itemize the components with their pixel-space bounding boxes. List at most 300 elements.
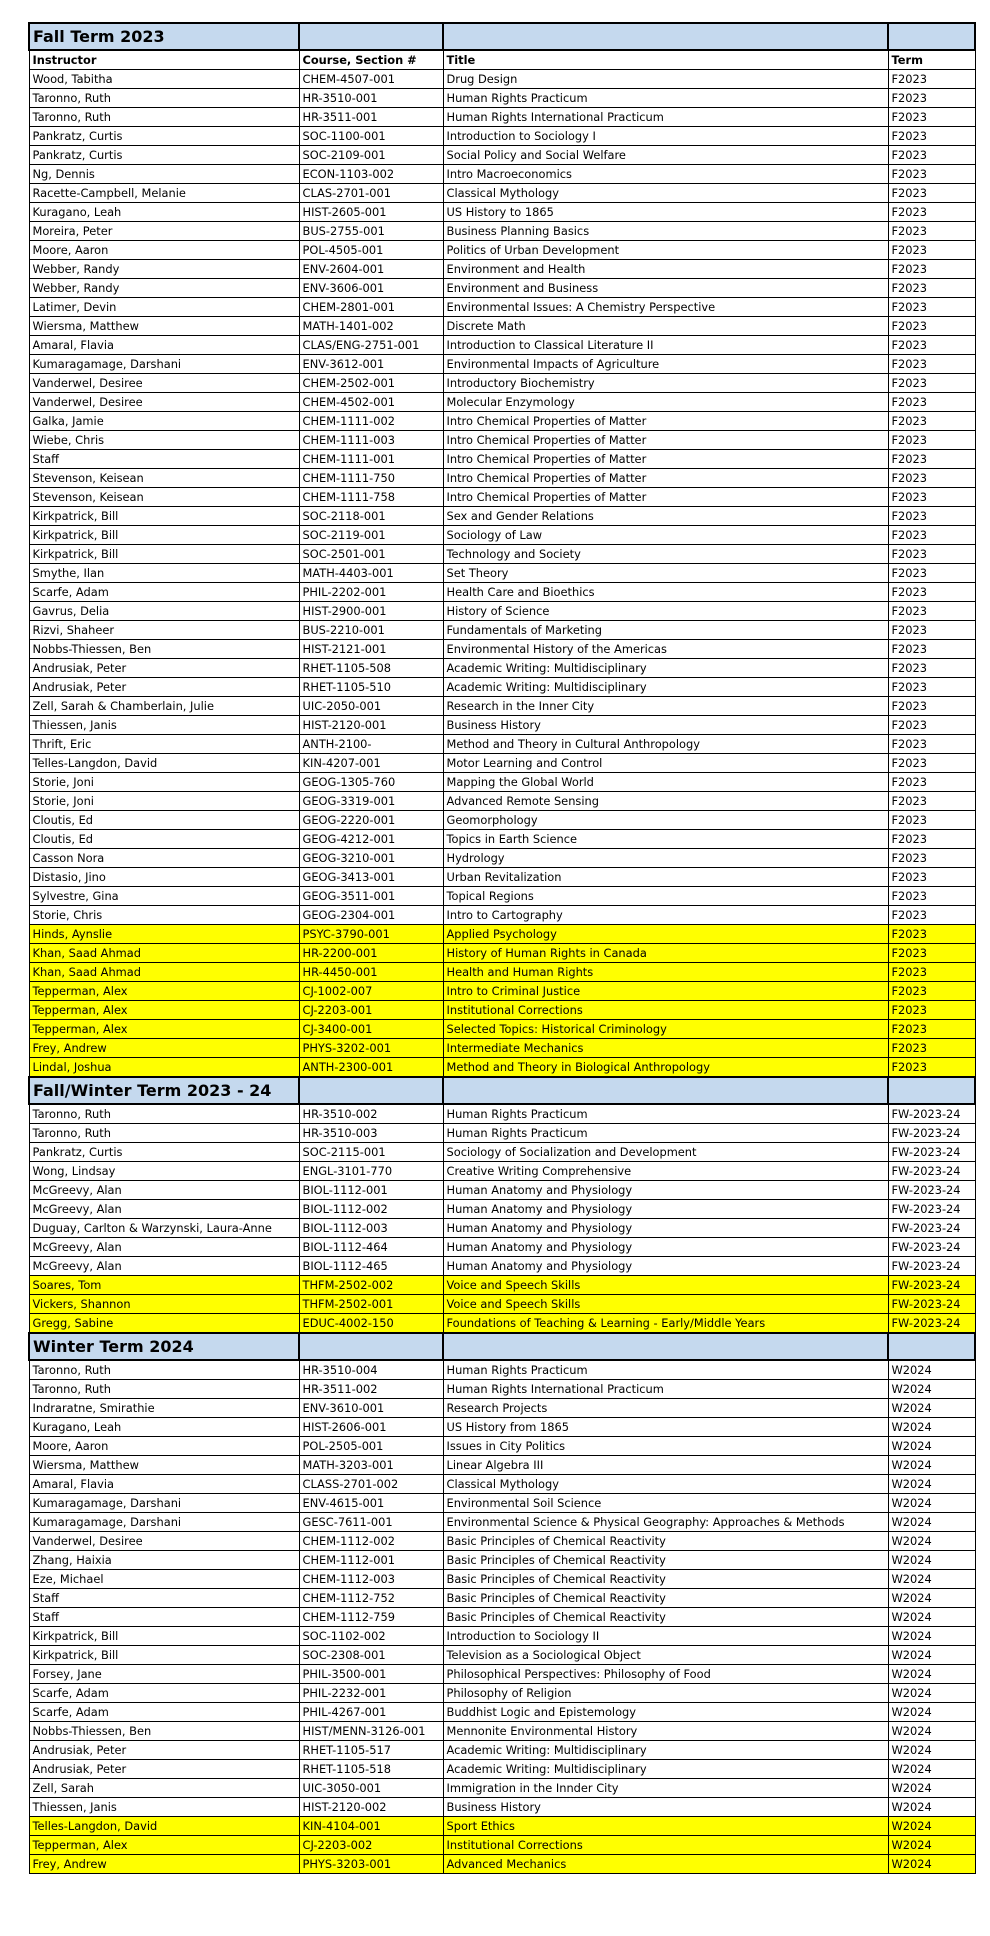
table-row	[29, 583, 975, 602]
course-table	[28, 22, 976, 1874]
course-section-cell: CHEM-1111-750	[299, 469, 443, 488]
course-section-cell: GEOG-3511-001	[299, 887, 443, 906]
title-cell: Human Anatomy and Physiology	[443, 1200, 888, 1219]
title-cell: Topics in Earth Science	[443, 830, 888, 849]
term-cell: F2023	[888, 203, 975, 222]
course-section-cell: HIST-2605-001	[299, 203, 443, 222]
table-row	[29, 1181, 975, 1200]
course-section-cell: CHEM-1112-759	[299, 1608, 443, 1627]
term-cell: W2024	[888, 1836, 975, 1855]
course-section-cell: MATH-1401-002	[299, 317, 443, 336]
term-cell: F2023	[888, 222, 975, 241]
table-row	[29, 374, 975, 393]
title-cell: Classical Mythology	[443, 1475, 888, 1494]
term-cell: F2023	[888, 70, 975, 89]
term-cell: F2023	[888, 887, 975, 906]
term-cell: W2024	[888, 1570, 975, 1589]
instructor-cell: Racette-Campbell, Melanie	[29, 184, 299, 203]
term-cell: W2024	[888, 1855, 975, 1874]
course-section-cell: BUS-2755-001	[299, 222, 443, 241]
table-row	[29, 1437, 975, 1456]
title-cell: Human Rights Practicum	[443, 1104, 888, 1124]
title-cell: Basic Principles of Chemical Reactivity	[443, 1532, 888, 1551]
course-section-cell: MATH-4403-001	[299, 564, 443, 583]
title-cell: Issues in City Politics	[443, 1437, 888, 1456]
instructor-cell: Storie, Joni	[29, 773, 299, 792]
table-row	[29, 1589, 975, 1608]
title-cell: Academic Writing: Multidisciplinary	[443, 678, 888, 697]
course-section-cell: PHIL-4267-001	[299, 1703, 443, 1722]
course-section-cell: HR-4450-001	[299, 963, 443, 982]
table-row	[29, 1399, 975, 1418]
table-row	[29, 1058, 975, 1078]
course-section-cell: ECON-1103-002	[299, 165, 443, 184]
course-section-cell: HR-3510-004	[299, 1360, 443, 1380]
table-row	[29, 564, 975, 583]
instructor-cell: Kuragano, Leah	[29, 203, 299, 222]
title-cell: Human Rights Practicum	[443, 1360, 888, 1380]
term-cell: W2024	[888, 1817, 975, 1836]
title-cell: Advanced Remote Sensing	[443, 792, 888, 811]
title-cell: Basic Principles of Chemical Reactivity	[443, 1570, 888, 1589]
table-row	[29, 602, 975, 621]
course-section-cell: CLAS/ENG-2751-001	[299, 336, 443, 355]
term-cell: W2024	[888, 1646, 975, 1665]
table-row	[29, 1741, 975, 1760]
title-cell: Basic Principles of Chemical Reactivity	[443, 1551, 888, 1570]
term-cell: W2024	[888, 1627, 975, 1646]
term-cell: W2024	[888, 1760, 975, 1779]
course-section-cell: UIC-2050-001	[299, 697, 443, 716]
title-cell: Intro Macroeconomics	[443, 165, 888, 184]
term-cell: F2023	[888, 507, 975, 526]
course-section-cell: CJ-3400-001	[299, 1020, 443, 1039]
title-cell: Intro to Cartography	[443, 906, 888, 925]
title-cell: Selected Topics: Historical Criminology	[443, 1020, 888, 1039]
table-row	[29, 1020, 975, 1039]
table-row	[29, 868, 975, 887]
term-cell: F2023	[888, 1020, 975, 1039]
term-cell: W2024	[888, 1360, 975, 1380]
instructor-cell: Kumaragamage, Darshani	[29, 355, 299, 374]
title-cell: Molecular Enzymology	[443, 393, 888, 412]
table-row	[29, 355, 975, 374]
table-row	[29, 982, 975, 1001]
instructor-cell: Webber, Randy	[29, 260, 299, 279]
table-row	[29, 260, 975, 279]
term-cell: F2023	[888, 165, 975, 184]
course-section-cell: RHET-1105-517	[299, 1741, 443, 1760]
course-section-cell: KIN-4104-001	[299, 1817, 443, 1836]
course-section-cell: BIOL-1112-464	[299, 1238, 443, 1257]
course-section-cell: SOC-2501-001	[299, 545, 443, 564]
course-section-cell: CHEM-1111-758	[299, 488, 443, 507]
table-row	[29, 1722, 975, 1741]
title-cell: Mapping the Global World	[443, 773, 888, 792]
table-row	[29, 469, 975, 488]
section-blank	[299, 1333, 443, 1360]
course-section-cell: BUS-2210-001	[299, 621, 443, 640]
course-section-cell: HIST/MENN-3126-001	[299, 1722, 443, 1741]
course-section-cell: CLAS-2701-001	[299, 184, 443, 203]
term-cell: F2023	[888, 830, 975, 849]
table-row	[29, 1039, 975, 1058]
table-row	[29, 1200, 975, 1219]
table-row	[29, 1219, 975, 1238]
instructor-cell: Kirkpatrick, Bill	[29, 1646, 299, 1665]
table-row	[29, 1608, 975, 1627]
course-section-cell: HIST-2121-001	[299, 640, 443, 659]
instructor-cell: McGreevy, Alan	[29, 1200, 299, 1219]
instructor-cell: Amaral, Flavia	[29, 336, 299, 355]
instructor-cell: Hinds, Aynslie	[29, 925, 299, 944]
instructor-cell: Indraratne, Smirathie	[29, 1399, 299, 1418]
course-section-cell: HR-3510-002	[299, 1104, 443, 1124]
term-cell: F2023	[888, 697, 975, 716]
instructor-cell: Storie, Chris	[29, 906, 299, 925]
term-cell: FW-2023-24	[888, 1276, 975, 1295]
title-cell: Institutional Corrections	[443, 1001, 888, 1020]
course-section-cell: CHEM-2502-001	[299, 374, 443, 393]
title-cell: Business History	[443, 716, 888, 735]
table-row	[29, 1360, 975, 1380]
term-cell: F2023	[888, 184, 975, 203]
term-cell: F2023	[888, 526, 975, 545]
title-cell: Linear Algebra III	[443, 1456, 888, 1475]
column-header-course-section: Course, Section #	[299, 50, 443, 70]
instructor-cell: Staff	[29, 1589, 299, 1608]
instructor-cell: Wiersma, Matthew	[29, 1456, 299, 1475]
course-section-cell: CHEM-2801-001	[299, 298, 443, 317]
table-row	[29, 1836, 975, 1855]
table-row	[29, 1257, 975, 1276]
table-row	[29, 89, 975, 108]
term-cell: F2023	[888, 1058, 975, 1078]
term-cell: W2024	[888, 1741, 975, 1760]
table-row	[29, 1855, 975, 1874]
table-row	[29, 1475, 975, 1494]
table-row	[29, 1684, 975, 1703]
table-row	[29, 735, 975, 754]
term-cell: W2024	[888, 1399, 975, 1418]
title-cell: Human Rights International Practicum	[443, 108, 888, 127]
title-cell: Academic Writing: Multidisciplinary	[443, 1760, 888, 1779]
course-section-cell: PHIL-2202-001	[299, 583, 443, 602]
instructor-cell: Webber, Randy	[29, 279, 299, 298]
instructor-cell: Andrusiak, Peter	[29, 1741, 299, 1760]
course-section-cell: PHIL-3500-001	[299, 1665, 443, 1684]
course-section-cell: UIC-3050-001	[299, 1779, 443, 1798]
title-cell: Intro Chemical Properties of Matter	[443, 431, 888, 450]
instructor-cell: Pankratz, Curtis	[29, 1143, 299, 1162]
table-row	[29, 792, 975, 811]
term-cell: FW-2023-24	[888, 1257, 975, 1276]
title-cell: Health and Human Rights	[443, 963, 888, 982]
instructor-cell: Stevenson, Keisean	[29, 488, 299, 507]
term-cell: F2023	[888, 355, 975, 374]
term-cell: F2023	[888, 393, 975, 412]
term-cell: F2023	[888, 374, 975, 393]
instructor-cell: Wood, Tabitha	[29, 70, 299, 89]
course-section-cell: CHEM-1112-003	[299, 1570, 443, 1589]
term-cell: FW-2023-24	[888, 1219, 975, 1238]
title-cell: Environmental Issues: A Chemistry Perspective	[443, 298, 888, 317]
course-section-cell: THFM-2502-001	[299, 1295, 443, 1314]
section-blank	[888, 23, 975, 50]
course-section-cell: ENV-3612-001	[299, 355, 443, 374]
term-cell: F2023	[888, 260, 975, 279]
column-header-term: Term	[888, 50, 975, 70]
course-section-cell: ENGL-3101-770	[299, 1162, 443, 1181]
course-section-cell: PHIL-2232-001	[299, 1684, 443, 1703]
table-row	[29, 1570, 975, 1589]
instructor-cell: Cloutis, Ed	[29, 830, 299, 849]
course-section-cell: SOC-2118-001	[299, 507, 443, 526]
instructor-cell: Pankratz, Curtis	[29, 127, 299, 146]
course-section-cell: SOC-2109-001	[299, 146, 443, 165]
title-cell: Environmental Soil Science	[443, 1494, 888, 1513]
term-cell: F2023	[888, 298, 975, 317]
course-section-cell: HR-3510-003	[299, 1124, 443, 1143]
course-section-cell: GEOG-3319-001	[299, 792, 443, 811]
term-cell: F2023	[888, 906, 975, 925]
course-section-cell: SOC-1100-001	[299, 127, 443, 146]
table-row	[29, 146, 975, 165]
term-cell: W2024	[888, 1532, 975, 1551]
table-row	[29, 165, 975, 184]
title-cell: Urban Revitalization	[443, 868, 888, 887]
term-cell: F2023	[888, 716, 975, 735]
term-cell: F2023	[888, 1001, 975, 1020]
instructor-cell: Duguay, Carlton & Warzynski, Laura-Anne	[29, 1219, 299, 1238]
instructor-cell: Tepperman, Alex	[29, 1001, 299, 1020]
instructor-cell: Distasio, Jino	[29, 868, 299, 887]
table-row	[29, 640, 975, 659]
term-cell: F2023	[888, 146, 975, 165]
title-cell: Foundations of Teaching & Learning - Early/Middle Years	[443, 1314, 888, 1334]
title-cell: History of Science	[443, 602, 888, 621]
course-section-cell: CJ-2203-002	[299, 1836, 443, 1855]
term-cell: F2023	[888, 868, 975, 887]
title-cell: Method and Theory in Cultural Anthropology	[443, 735, 888, 754]
instructor-cell: Staff	[29, 450, 299, 469]
table-row	[29, 621, 975, 640]
section-blank	[443, 1077, 888, 1104]
table-row	[29, 108, 975, 127]
course-section-cell: KIN-4207-001	[299, 754, 443, 773]
instructor-cell: Gregg, Sabine	[29, 1314, 299, 1334]
title-cell: Institutional Corrections	[443, 1836, 888, 1855]
term-cell: FW-2023-24	[888, 1124, 975, 1143]
table-row	[29, 963, 975, 982]
table-row	[29, 488, 975, 507]
term-cell: W2024	[888, 1494, 975, 1513]
term-cell: FW-2023-24	[888, 1200, 975, 1219]
instructor-cell: McGreevy, Alan	[29, 1257, 299, 1276]
instructor-cell: Wiebe, Chris	[29, 431, 299, 450]
term-cell: W2024	[888, 1475, 975, 1494]
course-section-cell: SOC-2115-001	[299, 1143, 443, 1162]
term-cell: W2024	[888, 1608, 975, 1627]
section-blank	[443, 1333, 888, 1360]
instructor-cell: Taronno, Ruth	[29, 1104, 299, 1124]
title-cell: Basic Principles of Chemical Reactivity	[443, 1608, 888, 1627]
section-title: Winter Term 2024	[29, 1333, 299, 1360]
table-row	[29, 1104, 975, 1124]
course-section-cell: GEOG-3210-001	[299, 849, 443, 868]
course-section-cell: HR-3510-001	[299, 89, 443, 108]
table-row	[29, 830, 975, 849]
title-cell: Introductory Biochemistry	[443, 374, 888, 393]
instructor-cell: Vanderwel, Desiree	[29, 374, 299, 393]
course-table-body	[29, 23, 975, 1874]
course-section-cell: RHET-1105-518	[299, 1760, 443, 1779]
instructor-cell: Scarfe, Adam	[29, 1684, 299, 1703]
course-section-cell: CHEM-1112-002	[299, 1532, 443, 1551]
term-cell: W2024	[888, 1551, 975, 1570]
title-cell: Environmental Science & Physical Geography: Approaches & Methods	[443, 1513, 888, 1532]
term-cell: F2023	[888, 241, 975, 260]
section-blank	[299, 1077, 443, 1104]
table-row	[29, 545, 975, 564]
term-cell: FW-2023-24	[888, 1104, 975, 1124]
instructor-cell: Cloutis, Ed	[29, 811, 299, 830]
instructor-cell: McGreevy, Alan	[29, 1181, 299, 1200]
table-row	[29, 697, 975, 716]
term-cell: FW-2023-24	[888, 1295, 975, 1314]
title-cell: Health Care and Bioethics	[443, 583, 888, 602]
title-cell: Topical Regions	[443, 887, 888, 906]
instructor-cell: Taronno, Ruth	[29, 108, 299, 127]
table-row	[29, 1276, 975, 1295]
course-section-cell: HR-3511-002	[299, 1380, 443, 1399]
table-row	[29, 1817, 975, 1836]
table-row	[29, 811, 975, 830]
term-cell: F2023	[888, 773, 975, 792]
term-cell: W2024	[888, 1665, 975, 1684]
title-cell: US History to 1865	[443, 203, 888, 222]
course-section-cell: ENV-3610-001	[299, 1399, 443, 1418]
instructor-cell: Forsey, Jane	[29, 1665, 299, 1684]
title-cell: Research Projects	[443, 1399, 888, 1418]
term-cell: F2023	[888, 792, 975, 811]
title-cell: Introduction to Sociology I	[443, 127, 888, 146]
course-section-cell: HIST-2900-001	[299, 602, 443, 621]
title-cell: Human Anatomy and Physiology	[443, 1238, 888, 1257]
table-row	[29, 1456, 975, 1475]
instructor-cell: Kirkpatrick, Bill	[29, 507, 299, 526]
course-section-cell: SOC-2119-001	[299, 526, 443, 545]
table-row	[29, 1295, 975, 1314]
term-cell: W2024	[888, 1589, 975, 1608]
title-cell: Immigration in the Innder City	[443, 1779, 888, 1798]
title-cell: Introduction to Sociology II	[443, 1627, 888, 1646]
instructor-cell: Storie, Joni	[29, 792, 299, 811]
instructor-cell: Soares, Tom	[29, 1276, 299, 1295]
title-cell: History of Human Rights in Canada	[443, 944, 888, 963]
term-cell: F2023	[888, 431, 975, 450]
table-row	[29, 716, 975, 735]
instructor-cell: Wong, Lindsay	[29, 1162, 299, 1181]
table-row	[29, 450, 975, 469]
title-cell: Philosophical Perspectives: Philosophy of Food	[443, 1665, 888, 1684]
table-row	[29, 1513, 975, 1532]
title-cell: Intro Chemical Properties of Matter	[443, 469, 888, 488]
table-row	[29, 1418, 975, 1437]
term-cell: F2023	[888, 602, 975, 621]
course-section-cell: GEOG-3413-001	[299, 868, 443, 887]
column-header-row	[29, 50, 975, 70]
instructor-cell: Tepperman, Alex	[29, 1836, 299, 1855]
table-row	[29, 1238, 975, 1257]
instructor-cell: Khan, Saad Ahmad	[29, 944, 299, 963]
table-row	[29, 887, 975, 906]
instructor-cell: Moore, Aaron	[29, 241, 299, 260]
title-cell: Television as a Sociological Object	[443, 1646, 888, 1665]
course-section-cell: POL-2505-001	[299, 1437, 443, 1456]
table-row	[29, 317, 975, 336]
table-row	[29, 1001, 975, 1020]
instructor-cell: Scarfe, Adam	[29, 583, 299, 602]
table-row	[29, 678, 975, 697]
table-row	[29, 1314, 975, 1334]
section-header-row	[29, 1077, 975, 1104]
term-cell: W2024	[888, 1779, 975, 1798]
instructor-cell: Staff	[29, 1608, 299, 1627]
course-section-cell: CHEM-4502-001	[299, 393, 443, 412]
course-section-cell: SOC-1102-002	[299, 1627, 443, 1646]
instructor-cell: Taronno, Ruth	[29, 1360, 299, 1380]
course-section-cell: RHET-1105-508	[299, 659, 443, 678]
instructor-cell: Andrusiak, Peter	[29, 659, 299, 678]
title-cell: Human Rights International Practicum	[443, 1380, 888, 1399]
title-cell: Intro Chemical Properties of Matter	[443, 450, 888, 469]
table-row	[29, 1703, 975, 1722]
title-cell: Discrete Math	[443, 317, 888, 336]
instructor-cell: Kirkpatrick, Bill	[29, 1627, 299, 1646]
title-cell: Sociology of Socialization and Development	[443, 1143, 888, 1162]
table-row	[29, 773, 975, 792]
instructor-cell: Frey, Andrew	[29, 1039, 299, 1058]
table-row	[29, 222, 975, 241]
term-cell: W2024	[888, 1722, 975, 1741]
table-row	[29, 393, 975, 412]
term-cell: FW-2023-24	[888, 1181, 975, 1200]
title-cell: Hydrology	[443, 849, 888, 868]
section-title: Fall Term 2023	[29, 23, 299, 50]
instructor-cell: Tepperman, Alex	[29, 982, 299, 1001]
instructor-cell: Kirkpatrick, Bill	[29, 545, 299, 564]
instructor-cell: Nobbs-Thiessen, Ben	[29, 640, 299, 659]
title-cell: Business History	[443, 1798, 888, 1817]
term-cell: FW-2023-24	[888, 1143, 975, 1162]
table-row	[29, 507, 975, 526]
table-row	[29, 1380, 975, 1399]
title-cell: Academic Writing: Multidisciplinary	[443, 659, 888, 678]
term-cell: F2023	[888, 849, 975, 868]
table-row	[29, 1162, 975, 1181]
term-cell: F2023	[888, 621, 975, 640]
instructor-cell: Andrusiak, Peter	[29, 1760, 299, 1779]
term-cell: F2023	[888, 982, 975, 1001]
instructor-cell: Moore, Aaron	[29, 1437, 299, 1456]
instructor-cell: Stevenson, Keisean	[29, 469, 299, 488]
term-cell: F2023	[888, 488, 975, 507]
term-cell: F2023	[888, 659, 975, 678]
course-section-cell: CHEM-1111-002	[299, 412, 443, 431]
instructor-cell: Scarfe, Adam	[29, 1703, 299, 1722]
term-cell: F2023	[888, 450, 975, 469]
